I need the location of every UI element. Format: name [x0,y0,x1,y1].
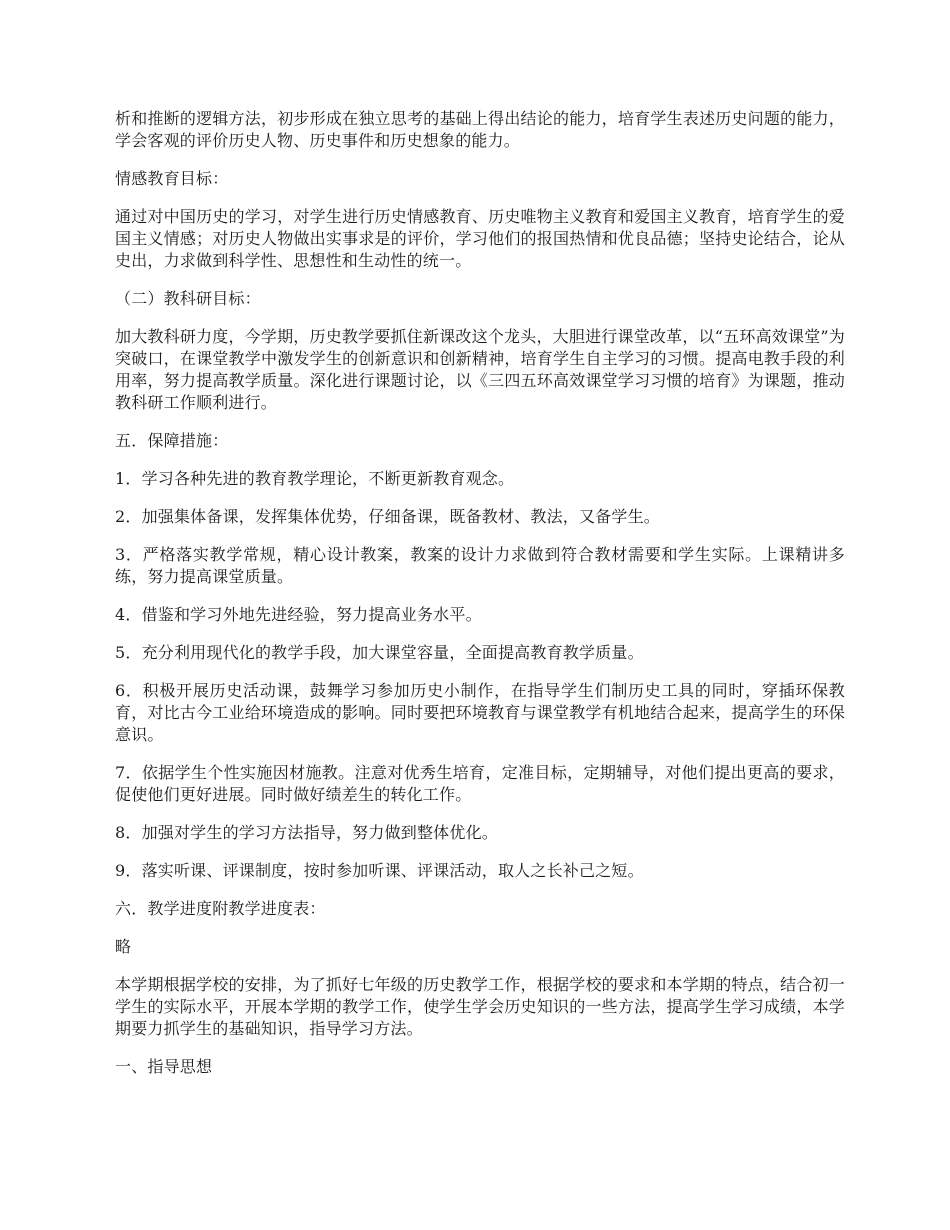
heading-research-goals: （二）教科研目标： [115,289,261,308]
heading-emotional-goals: 情感教育目标： [115,169,229,188]
list-item-measure-6: 6．积极开展历史活动课，鼓舞学习参加历史小制作，在指导学生们制历史工具的同时，穿插环保教育，对比古今工业给环境造成的影响。同时要把环境教育与课堂教学有机地结合起来，提高学生的环保意识。 [115,681,845,744]
list-item-measure-9: 9．落实听课、评课制度，按时参加听课、评课活动，取人之长补己之短。 [115,861,644,880]
heading-guiding-ideology: 一、指导思想 [115,1057,213,1076]
paragraph-research-goals: 加大教科研力度，今学期，历史教学要抓住新课改这个龙头，大胆进行课堂改革，以“五环高效课堂”为突破口，在课堂教学中激发学生的创新意识和创新精神，培育学生自主学习的习惯。提高电教手段的利用率，努力提高教学质量。深化进行课题讨论，以《三四五环高效课堂学习习惯的培育》为课题，推动教科研工作顺利进行。 [115,327,845,412]
paragraph-ability-goals: 析和推断的逻辑方法，初步形成在独立思考的基础上得出结论的能力，培育学生表述历史问题的能力，学会客观的评价历史人物、历史事件和历史想象的能力。 [115,109,845,150]
list-item-measure-5: 5．充分利用现代化的教学手段，加大课堂容量，全面提高教育教学质量。 [115,643,644,662]
paragraph-omitted: 略 [115,937,132,956]
list-item-measure-2: 2．加强集体备课，发挥集体优势，仔细备课，既备教材、教法，又备学生。 [115,507,660,526]
paragraph-emotional-goals: 通过对中国历史的学习，对学生进行历史情感教育、历史唯物主义教育和爱国主义教育，培育学生的爱国主义情感；对历史人物做出实事求是的评价，学习他们的报国热情和优良品德；坚持史论结合，论从史出，力求做到科学性、思想性和生动性的统一。 [115,207,845,270]
heading-safeguard-measures: 五．保障措施： [115,431,229,450]
paragraph-semester-intro: 本学期根据学校的安排，为了抓好七年级的历史教学工作，根据学校的要求和本学期的特点，结合初一学生的实际水平，开展本学期的教学工作，使学生学会历史知识的一些方法，提高学生学习成绩，本学期要力抓学生的基础知识，指导学习方法。 [115,975,845,1038]
list-item-measure-7: 7．依据学生个性实施因材施教。注意对优秀生培育，定准目标，定期辅导，对他们提出更高的要求，促使他们更好进展。同时做好绩差生的转化工作。 [115,763,845,804]
list-item-measure-8: 8．加强对学生的学习方法指导，努力做到整体优化。 [115,823,498,842]
document-body [115,108,845,1094]
list-item-measure-3: 3．严格落实教学常规，精心设计教案，教案的设计力求做到符合教材需要和学生实际。上课精讲多练，努力提高课堂质量。 [115,545,845,586]
list-item-measure-1: 1．学习各种先进的教育教学理论，不断更新教育观念。 [115,469,515,488]
heading-teaching-schedule: 六．教学进度附教学进度表： [115,899,326,918]
list-item-measure-4: 4．借鉴和学习外地先进经验，努力提高业务水平。 [115,605,482,624]
